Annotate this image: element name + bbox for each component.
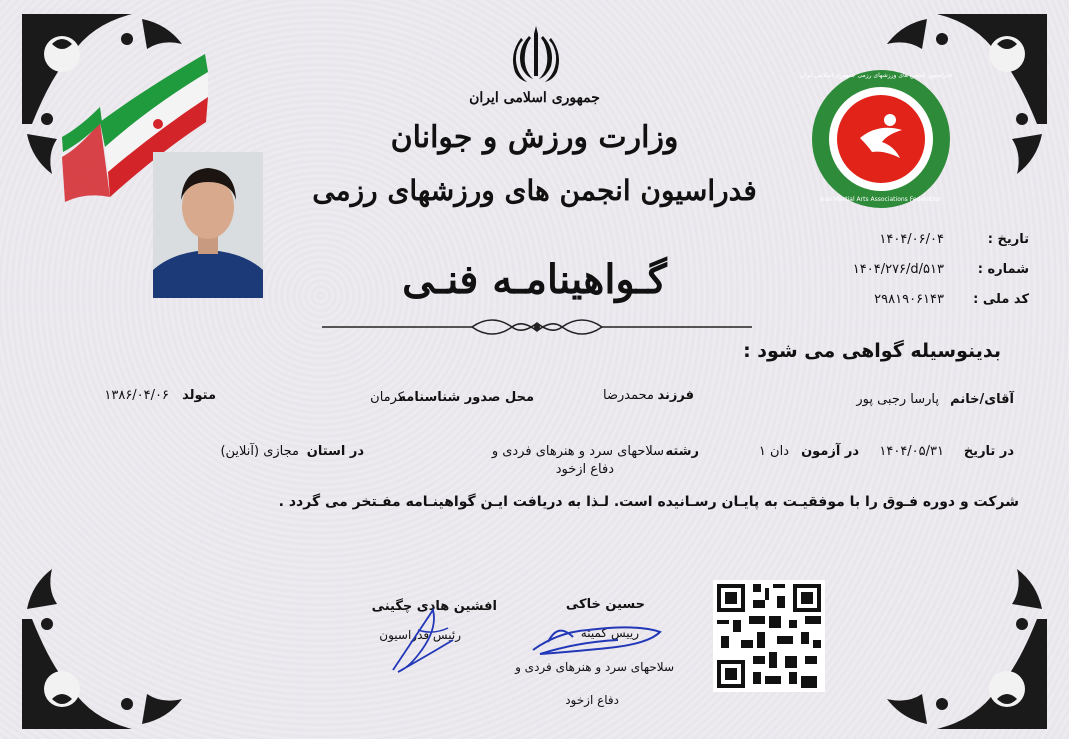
exam-date-label: در تاریخ (963, 444, 1014, 459)
province-label: در استان (306, 444, 364, 459)
signature-1-name: حسین خاکی (565, 597, 645, 612)
signature-2-role: رئیس فدراسیون (379, 628, 461, 642)
date-value: ۱۴۰۴/۰۶/۰۴ (879, 232, 944, 247)
signature-1-drawing (528, 612, 668, 662)
logo-ring-top-text: فدراسیون انجمن های ورزشهای رزمی جمهوری اسلامی ایران (799, 72, 952, 79)
ornamental-divider (322, 314, 752, 344)
number-label: شماره : (977, 262, 1029, 277)
signature-1-extra-line1: سلاحهای سرد و هنرهای فردی و (515, 660, 674, 674)
corner-ornament-bottom-left (22, 539, 212, 729)
field-value-line2: دفاع ازخود (555, 462, 614, 477)
signature-2-drawing (378, 600, 468, 680)
national-id-label: کد ملی : (973, 292, 1029, 307)
birth-value: ۱۳۸۶/۰۴/۰۶ (104, 388, 169, 403)
intro-text: بدینوسیله گواهی می شود : (743, 340, 1001, 362)
father-value: محمدرضا (603, 388, 654, 403)
qr-code-icon (713, 580, 825, 692)
signature-1-role: رییس کمیته (580, 626, 639, 640)
issue-place-value: کرمان (370, 390, 404, 405)
name-label: آقای/خانم (950, 392, 1014, 407)
exam-value: دان ۱ (758, 444, 789, 459)
federation-logo (799, 68, 952, 210)
issue-place-label: محل صدور شناسنامه (398, 390, 534, 405)
date-label: تاریخ : (987, 232, 1029, 247)
birth-label: متولد (182, 388, 216, 403)
federation-title: فدراسیون انجمن های ورزشهای رزمی (312, 174, 757, 207)
province-value: مجازی (آنلاین) (220, 444, 299, 459)
iran-emblem-icon (507, 24, 565, 84)
certificate-title: گـواهینامـه فنـی (402, 256, 667, 303)
closing-text: شرکت و دوره فـوق را با موفقیـت به پایـان رسـانیده است. لـذا به دریافت ایـن گواهینـامه مفـتخر می گردد . (278, 494, 1019, 510)
martial-arts-logo-icon (799, 68, 952, 210)
qr-code[interactable] (713, 580, 825, 692)
name-value: پارسا رجبی پور (856, 392, 939, 407)
father-label: فرزند (657, 388, 694, 403)
exam-date-value: ۱۴۰۴/۰۵/۳۱ (879, 444, 944, 459)
signature-1-extra-line2: دفاع ازخود (565, 693, 619, 707)
republic-title: جمهوری اسلامی ایران (469, 90, 600, 106)
number-value: ۱۴۰۴/۲۷۶/d/۵۱۳ (852, 262, 944, 277)
logo-ring-bottom-text: Iran Martial Arts Associations Federation (820, 196, 942, 203)
signature-2-name: افشین هادی چگینی (371, 599, 497, 614)
ministry-title: وزارت ورزش و جوانان (390, 120, 679, 155)
field-value-line1: سلاحهای سرد و هنرهای فردی و (491, 444, 664, 459)
national-id-value: ۲۹۸۱۹۰۶۱۴۳ (874, 292, 944, 307)
exam-label: در آزمون (801, 444, 859, 459)
field-label: رشته (665, 444, 699, 459)
corner-ornament-bottom-right (857, 539, 1047, 729)
